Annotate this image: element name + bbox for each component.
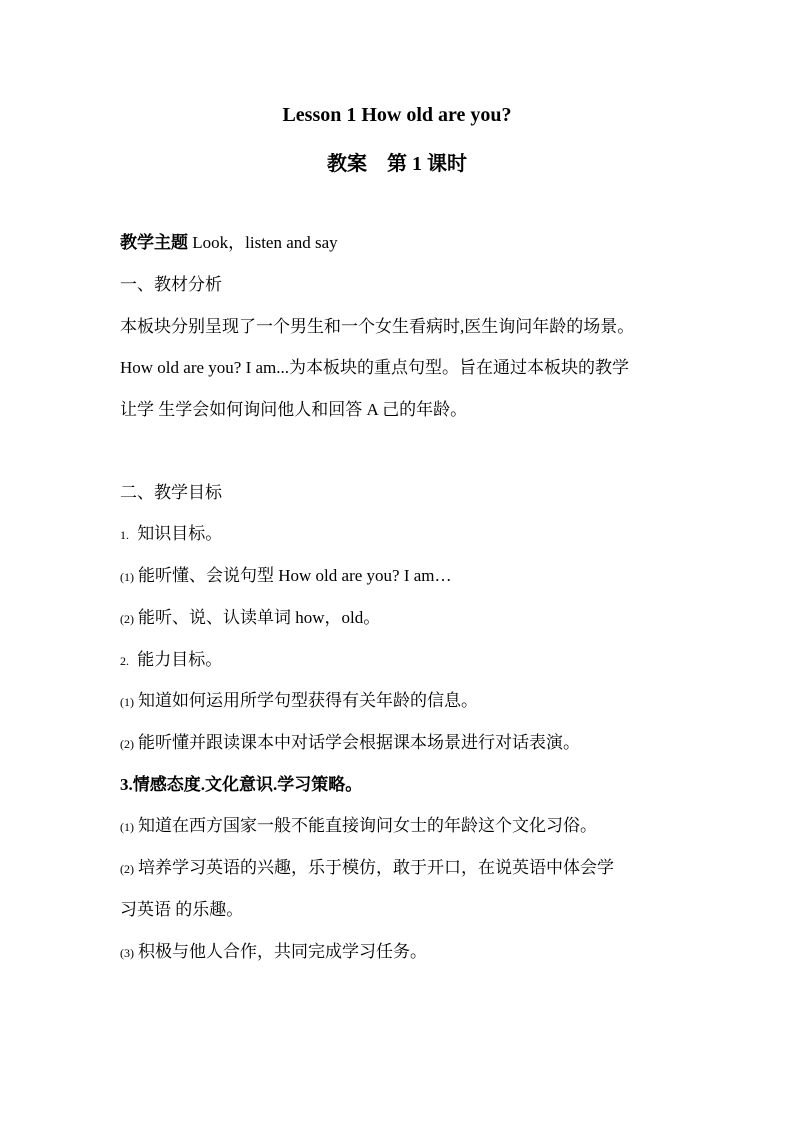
goal2-text: 能力目标。 [133, 650, 223, 669]
topic-text: Look，listen and say [188, 233, 338, 252]
item-number: (2) [120, 612, 134, 626]
section1-heading: 一、教材分析 [120, 275, 222, 294]
section2-heading: 二、教学目标 [120, 483, 222, 502]
goal3-item-2 [120, 856, 614, 881]
item-number: (1) [120, 820, 134, 834]
goal1-item-2 [120, 606, 380, 631]
goal2-item-2 [120, 731, 580, 756]
goal3-heading: 3.情感态度.文化意识.学习策略。 [120, 775, 363, 794]
item-number: (1) [120, 695, 134, 709]
goal1-number: 1. [120, 528, 129, 542]
section1-line-3: 让学 生学会如何询问他人和回答 A 己的年龄。 [120, 400, 468, 419]
section1-line-2: How old are you? I am...为本板块的重点句型。旨在通过本板块的教学 [120, 358, 630, 377]
item-text: 习英语 的乐趣。 [120, 900, 244, 919]
goal2-number: 2. [120, 654, 129, 668]
goal2-item-1 [120, 689, 478, 714]
item-text: 知道在西方国家一般不能直接询问女士的年龄这个文化习俗。 [138, 816, 597, 835]
goal3-item-1 [120, 814, 597, 839]
item-text: 积极与他人合作，共同完成学习任务。 [138, 942, 427, 961]
document-title: Lesson 1 How old are you? [282, 104, 512, 126]
goal1-heading [120, 522, 222, 547]
item-number: (2) [120, 862, 134, 876]
item-number: (1) [120, 570, 134, 584]
goal2-heading [120, 648, 222, 673]
item-text: 培养学习英语的兴趣，乐于模仿，敢于开口，在说英语中体会学 [138, 858, 614, 877]
document-subtitle: 教案 第 1 课时 [327, 153, 467, 175]
item-text: 能听懂并跟读课本中对话学会根据课本场景进行对话表演。 [138, 733, 580, 752]
section1-line-1: 本板块分别呈现了一个男生和一个女生看病时,医生询问年龄的场景。 [120, 317, 635, 336]
goal3-item-3 [120, 940, 427, 965]
topic-line [120, 231, 338, 255]
topic-label: 教学主题 [120, 233, 188, 252]
goal1-text: 知识目标。 [133, 524, 223, 543]
goal3-item-2-continuation [120, 898, 243, 922]
item-text: 知道如何运用所学句型获得有关年龄的信息。 [138, 691, 478, 710]
item-number: (3) [120, 946, 134, 960]
item-number: (2) [120, 737, 134, 751]
item-text: 能听、说、认读单词 how，old。 [138, 608, 381, 627]
item-text: 能听懂、会说句型 How old are you? I am… [138, 566, 452, 585]
goal1-item-1 [120, 564, 452, 589]
